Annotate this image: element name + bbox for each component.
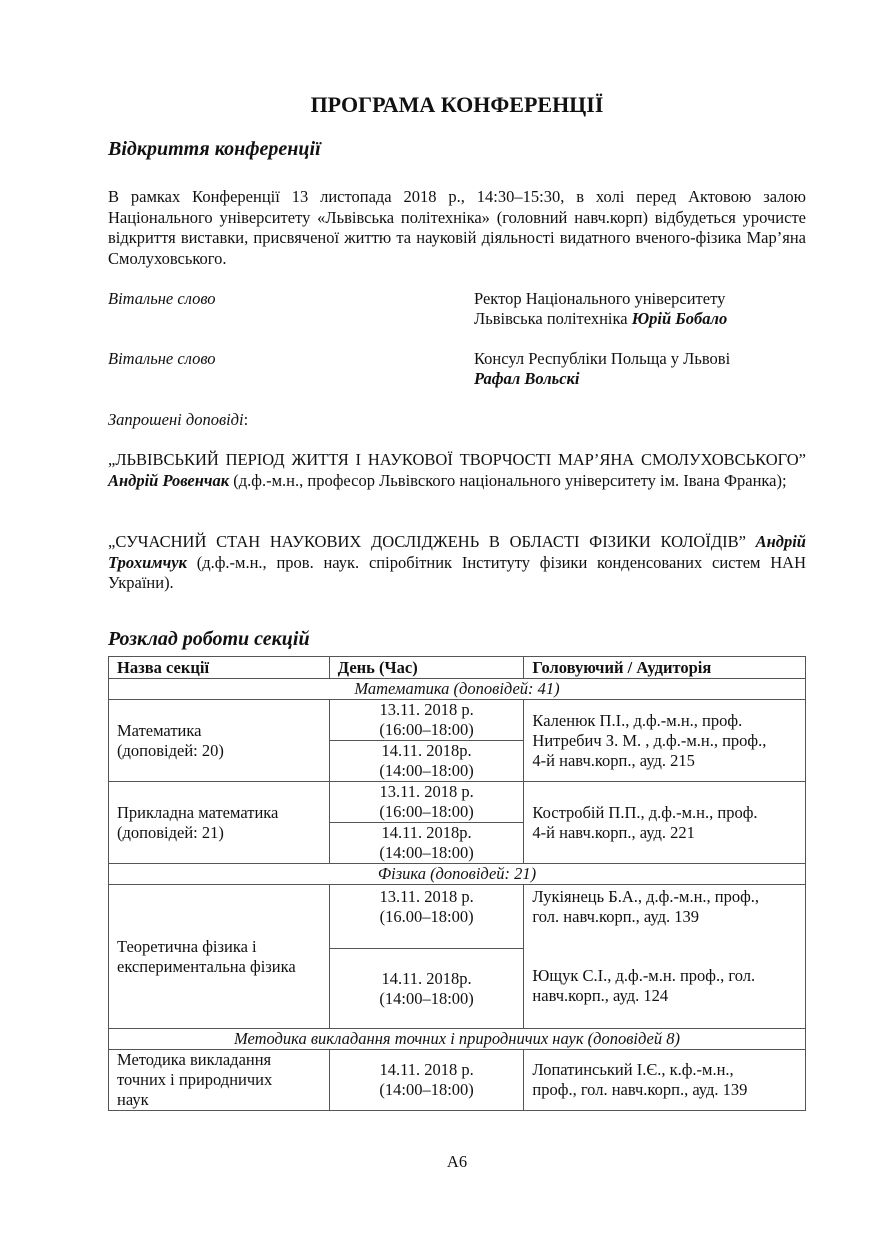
day-cell xyxy=(329,823,524,864)
talk-title: „СУЧАСНИЙ СТАН НАУКОВИХ ДОСЛІДЖЕНЬ В ОБЛАСТІ ФІЗИКИ КОЛОЇДІВ” xyxy=(108,532,756,551)
chair-line: Каленюк П.І., д.ф.-м.н., проф. xyxy=(532,710,743,730)
day-cell xyxy=(329,885,524,949)
invited-label-text: Запрошені доповіді xyxy=(108,410,244,429)
opening-paragraph: В рамках Конференції 13 листопада 2018 р., 14:30–15:30, в холі перед Актовою залою Національного університету «Львівська політехніка» (головний навч.корп) відбудеться урочисте відкриття виставки, присвяченої життю та науковій діяльності видатного вченого-фізика Мар’яна Смолуховського. xyxy=(108,187,806,268)
table-row xyxy=(109,782,806,823)
chair-line: Нитребич З. М. , д.ф.-м.н., проф., xyxy=(532,730,767,750)
talk-speaker: Андрій Ровенчак xyxy=(108,470,230,490)
talk-details: (д.ф.-м.н., пров. наук. спіробітник Інституту фізики конденсованих систем НАН України). xyxy=(108,552,806,592)
chair-cell xyxy=(524,782,806,864)
date: 14.11. 2018р. xyxy=(381,968,472,988)
speaker-org: Львівська політехніка xyxy=(474,309,632,328)
greeting-label-2: Вітальне слово xyxy=(108,349,216,368)
schedule-table xyxy=(108,656,806,1111)
greeting-label-1: Вітальне слово xyxy=(108,289,216,308)
name-line: Теоретична фізика і xyxy=(117,936,257,956)
room-line: 4-й навч.корп., ауд. 215 xyxy=(532,750,695,770)
table-row xyxy=(109,700,806,741)
speaker-name: Рафал Вольскі xyxy=(474,369,580,388)
group-row xyxy=(109,864,806,885)
section-name xyxy=(109,885,330,1029)
date: 14.11. 2018р. xyxy=(381,741,472,760)
time: (16.00–18:00) xyxy=(379,907,474,926)
section-name xyxy=(109,700,330,782)
invited-talk-2 xyxy=(108,532,806,594)
page-title: ПРОГРАМА КОНФЕРЕНЦІЇ xyxy=(310,92,604,117)
section-name xyxy=(109,1050,330,1111)
day-cell xyxy=(329,700,524,741)
day-cell xyxy=(329,782,524,823)
table-header-row xyxy=(109,657,806,679)
group-physics: Фізика (доповідей: 21) xyxy=(109,864,806,885)
group-row xyxy=(109,679,806,700)
name-line: Прикладна математика xyxy=(117,802,279,822)
greeting-speaker-1 xyxy=(474,289,727,329)
speaker-name: Юрій Бобало xyxy=(631,309,728,328)
name-line: наук xyxy=(117,1090,149,1109)
room-line: навч.корп., ауд. 124 xyxy=(532,986,669,1005)
chair-line: Лукіянець Б.А., д.ф.-м.н., проф., xyxy=(532,887,760,906)
speaker-line2 xyxy=(474,309,727,329)
room-line: гол. навч.корп., ауд. 139 xyxy=(532,907,700,926)
day-cell xyxy=(329,949,524,1029)
group-methodology: Методика викладання точних і природничих наук (доповідей 8) xyxy=(109,1029,806,1050)
group-row xyxy=(109,1029,806,1050)
invited-talk-1 xyxy=(108,450,806,491)
opening-heading: Відкриття конференції xyxy=(108,138,321,160)
name-line: точних і природничих xyxy=(117,1070,273,1089)
chair-line: Ющук С.І., д.ф.-м.н. проф., гол. xyxy=(532,966,756,985)
date: 14.11. 2018 р. xyxy=(379,1060,474,1079)
header-day: День (Час) xyxy=(329,657,524,679)
schedule-heading: Розклад роботи секцій xyxy=(108,628,310,650)
table-row xyxy=(109,1050,806,1111)
chair-line: Лопатинський І.Є., к.ф.-м.н., xyxy=(532,1060,734,1079)
table-row xyxy=(109,885,806,949)
date: 13.11. 2018 р. xyxy=(379,700,474,719)
time: (14:00–18:00) xyxy=(379,1080,474,1099)
name-line: Математика xyxy=(117,720,202,740)
chair-cell xyxy=(524,700,806,782)
day-cell xyxy=(329,1050,524,1111)
talk-details: (д.ф.-м.н., професор Львівского національного університету ім. Івана Франка); xyxy=(229,470,787,490)
chair-cell xyxy=(524,1050,806,1111)
date: 14.11. 2018р. xyxy=(381,823,472,842)
name-line: Методика викладання xyxy=(117,1050,272,1069)
invited-talks-label xyxy=(108,410,248,430)
invited-colon: : xyxy=(243,410,249,429)
room-line: проф., гол. навч.корп., ауд. 139 xyxy=(532,1080,748,1099)
name-line: (доповідей: 21) xyxy=(117,822,224,842)
date: 13.11. 2018 р. xyxy=(379,782,474,801)
talk-title: „ЛЬВІВСЬКИЙ ПЕРІОД ЖИТТЯ І НАУКОВОЇ ТВОРЧОСТІ МАР’ЯНА СМОЛУХОВСЬКОГО” xyxy=(108,450,806,469)
time: (14:00–18:00) xyxy=(379,761,474,780)
time: (14:00–18:00) xyxy=(379,988,474,1008)
speaker-title: Консул Республіки Польща у Львові xyxy=(474,349,731,368)
day-cell xyxy=(329,741,524,782)
header-chair: Головуючий / Аудиторія xyxy=(524,657,806,679)
talk-speaker: Андрій Трохимчук xyxy=(108,532,806,572)
name-line: експериментальна фізика xyxy=(117,956,296,976)
header-section: Назва секції xyxy=(109,657,330,679)
greeting-speaker-2 xyxy=(474,349,730,389)
group-math: Математика (доповідей: 41) xyxy=(109,679,806,700)
time: (16:00–18:00) xyxy=(379,720,474,739)
date: 13.11. 2018 р. xyxy=(379,887,474,906)
room-line: 4-й навч.корп., ауд. 221 xyxy=(532,822,695,842)
section-name xyxy=(109,782,330,864)
name-line: (доповідей: 20) xyxy=(117,740,224,760)
time: (14:00–18:00) xyxy=(379,843,474,862)
chair-line: Костробій П.П., д.ф.-м.н., проф. xyxy=(532,802,758,822)
page-number: А6 xyxy=(446,1152,468,1171)
time: (16:00–18:00) xyxy=(379,802,474,821)
chair-cell xyxy=(524,885,806,1029)
speaker-title: Ректор Національного університету xyxy=(474,289,726,308)
